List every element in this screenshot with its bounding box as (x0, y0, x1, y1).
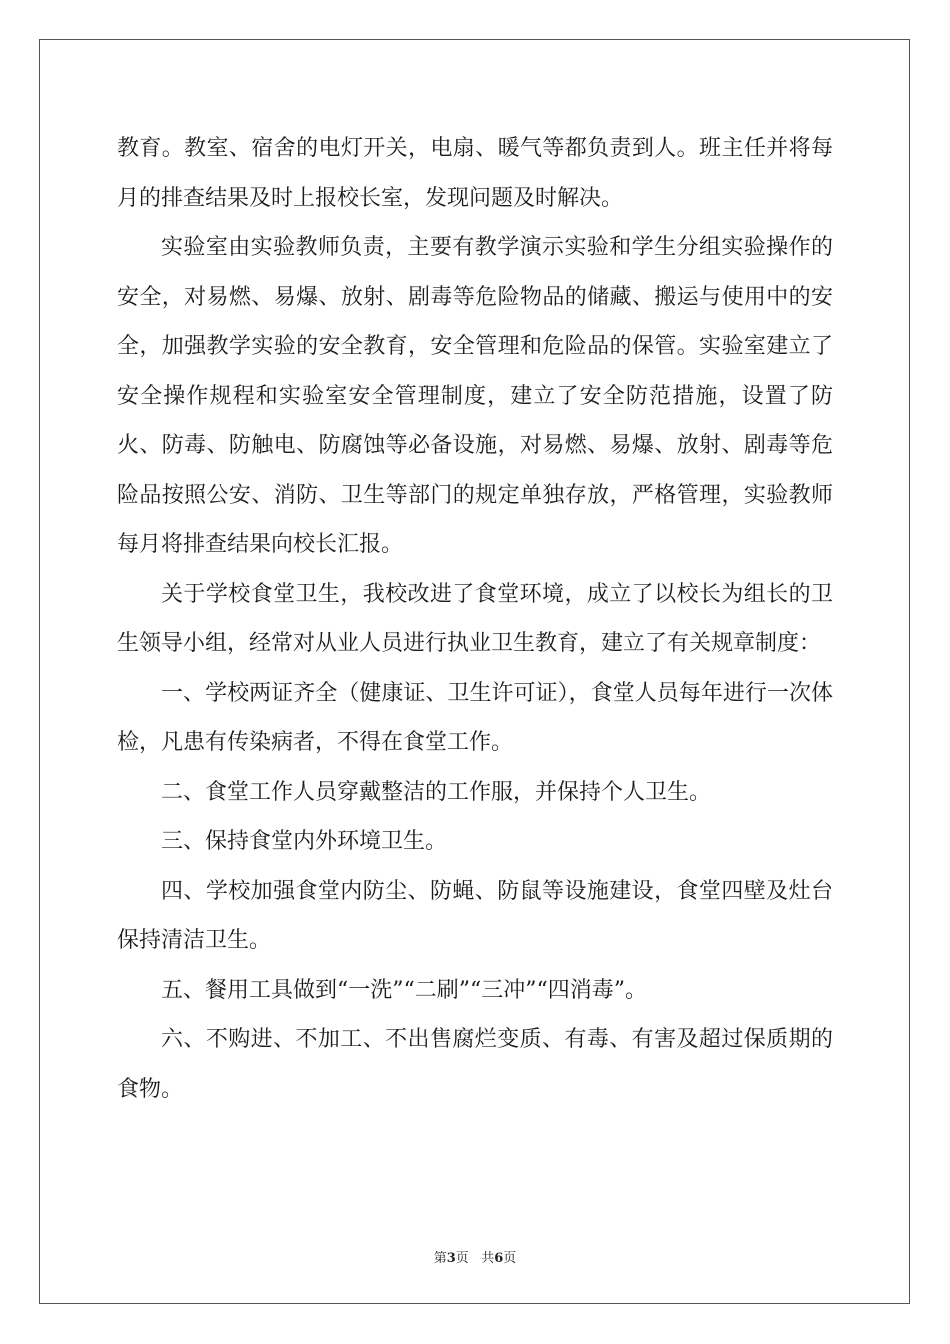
page-footer (0, 1247, 950, 1266)
footer-page-suffix: 页 (455, 1251, 469, 1266)
total-pages-number: 6 (494, 1251, 504, 1266)
list-item-4: 四、学校加强食堂内防尘、防蝇、防鼠等设施建设，食堂四壁及灶台保持清洁卫生。 (117, 878, 833, 953)
footer-prefix: 第 (433, 1251, 447, 1266)
current-page-number: 3 (446, 1251, 456, 1266)
list-item-2: 二、食堂工作人员穿戴整洁的工作服，并保持个人卫生。 (161, 779, 712, 805)
paragraph-continuation: 教育。教室、宿舍的电灯开关，电扇、暖气等都负责到人。班主任并将每月的排查结果及时上报校长室，发现问题及时解决。 (117, 136, 833, 211)
footer-total-prefix: 共 (481, 1251, 495, 1266)
document-body (117, 124, 833, 1114)
paragraph-lab-safety: 实验室由实验教师负责，主要有教学演示实验和学生分组实验操作的安全，对易燃、易爆、放射、剧毒等危险物品的储藏、搬运与使用中的安全，加强教学实验的安全教育，安全管理和危险品的保管。实验室建立了安全操作规程和实验室安全管理制度，建立了安全防范措施，设置了防火、防毒、防触电、防腐蚀等必备设施，对易燃、易爆、放射、剧毒等危险品按照公安、消防、卫生等部门的规定单独存放，严格管理，实验教师每月将排查结果向校长汇报。 (117, 235, 833, 557)
list-item-6: 六、不购进、不加工、不出售腐烂变质、有毒、有害及超过保质期的食物。 (117, 1027, 833, 1102)
list-item-3: 三、保持食堂内外环境卫生。 (161, 829, 448, 854)
footer-total-suffix: 页 (503, 1251, 517, 1266)
list-item-1: 一、学校两证齐全（健康证、卫生许可证），食堂人员每年进行一次体检，凡患有传染病者，不得在食堂工作。 (117, 680, 833, 755)
list-item-5: 五、餐用工具做到“一洗”“二刷”“三冲”“四消毒”。 (161, 977, 647, 1003)
paragraph-canteen-hygiene: 关于学校食堂卫生，我校改进了食堂环境，成立了以校长为组长的卫生领导小组，经常对从业人员进行执业卫生教育，建立了有关规章制度： (117, 581, 833, 656)
